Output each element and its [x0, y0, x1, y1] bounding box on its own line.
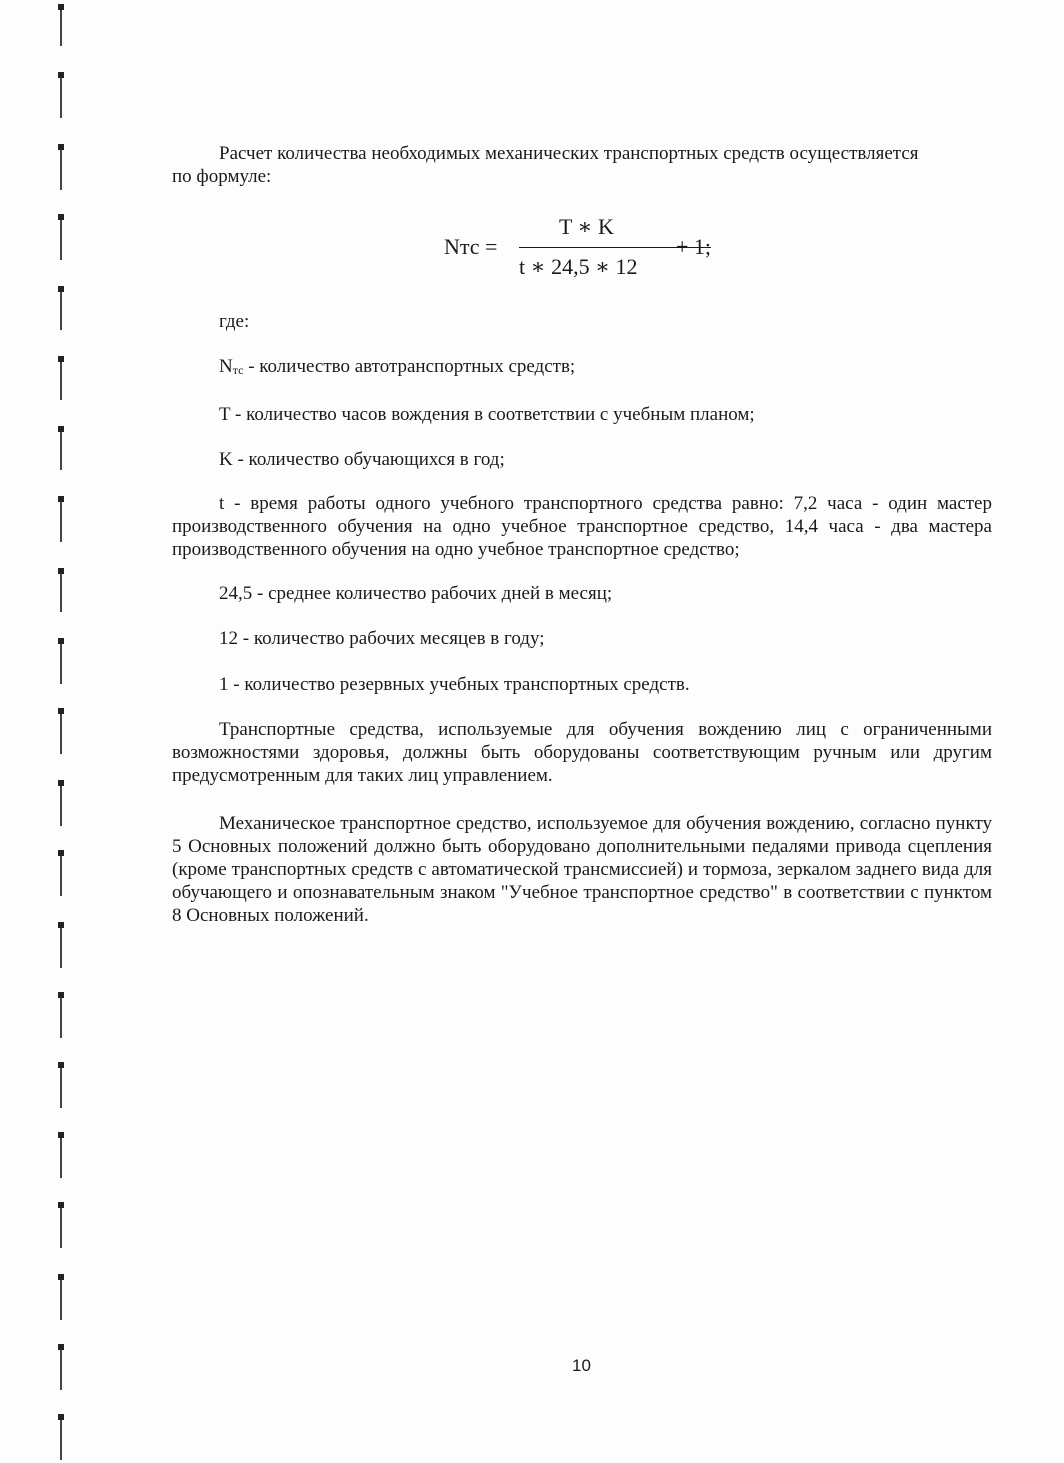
- formula-numerator: T ∗ K: [559, 214, 614, 239]
- definition-days: 24,5 - среднее количество рабочих дней в месяц;: [219, 583, 613, 604]
- spiral-binding: [52, 0, 72, 1463]
- where-label-block: [172, 310, 992, 333]
- definition-t-upper: T - количество часов вождения в соответствии с учебным планом;: [219, 404, 755, 425]
- definition-months: 12 - количество рабочих месяцев в году;: [219, 628, 545, 649]
- definition-t-lower: t - время работы одного учебного транспортного средства равно: 7,2 часа - один мастер производственного обучения на одно учебное транспортное средство, 14,4 часа - два мастера производственного обучения на одно учебное транспортное средство;: [172, 493, 992, 560]
- formula-denominator: t ∗ 24,5 ∗ 12: [519, 254, 638, 279]
- ntc-symbol: N: [219, 356, 233, 377]
- ntc-text: - количество автотранспортных средств;: [243, 356, 576, 377]
- vehicle-count-formula: [444, 214, 744, 284]
- where-label: где:: [219, 311, 250, 332]
- page-number: 10: [572, 1356, 591, 1375]
- formula-lhs: Nтс =: [444, 234, 498, 259]
- paragraph-disabled-drivers: Транспортные средства, используемые для обучения вождению лиц с ограниченными возможностями здоровья, должны быть оборудованы соответствующим ручным или другим предусмотренным для таких лиц управлением.: [172, 719, 992, 786]
- intro-paragraph: [172, 142, 992, 188]
- definition-reserve: 1 - количество резервных учебных транспортных средств.: [219, 674, 690, 695]
- paragraph-mechanical-vehicle: Механическое транспортное средство, используемое для обучения вождению, согласно пункту 5 Основных положений должно быть оборудовано дополнительными педалями привода сцепления (кроме транспортных средств с автоматической трансмиссией) и тормоза, зеркалом заднего вида для обучающего и опознавательным знаком "Учебное транспортное средство" в соответствии с пунктом 8 Основных положений.: [172, 813, 992, 926]
- definition-k: K - количество обучающихся в год;: [219, 449, 505, 470]
- intro-line-2: по формуле:: [172, 166, 272, 187]
- formula-plus-one: + 1;: [676, 234, 712, 259]
- intro-line-1: Расчет количества необходимых механических транспортных средств осуществляется: [219, 143, 919, 164]
- definition-ntc: [172, 355, 992, 382]
- ntc-subscript: тс: [232, 363, 244, 377]
